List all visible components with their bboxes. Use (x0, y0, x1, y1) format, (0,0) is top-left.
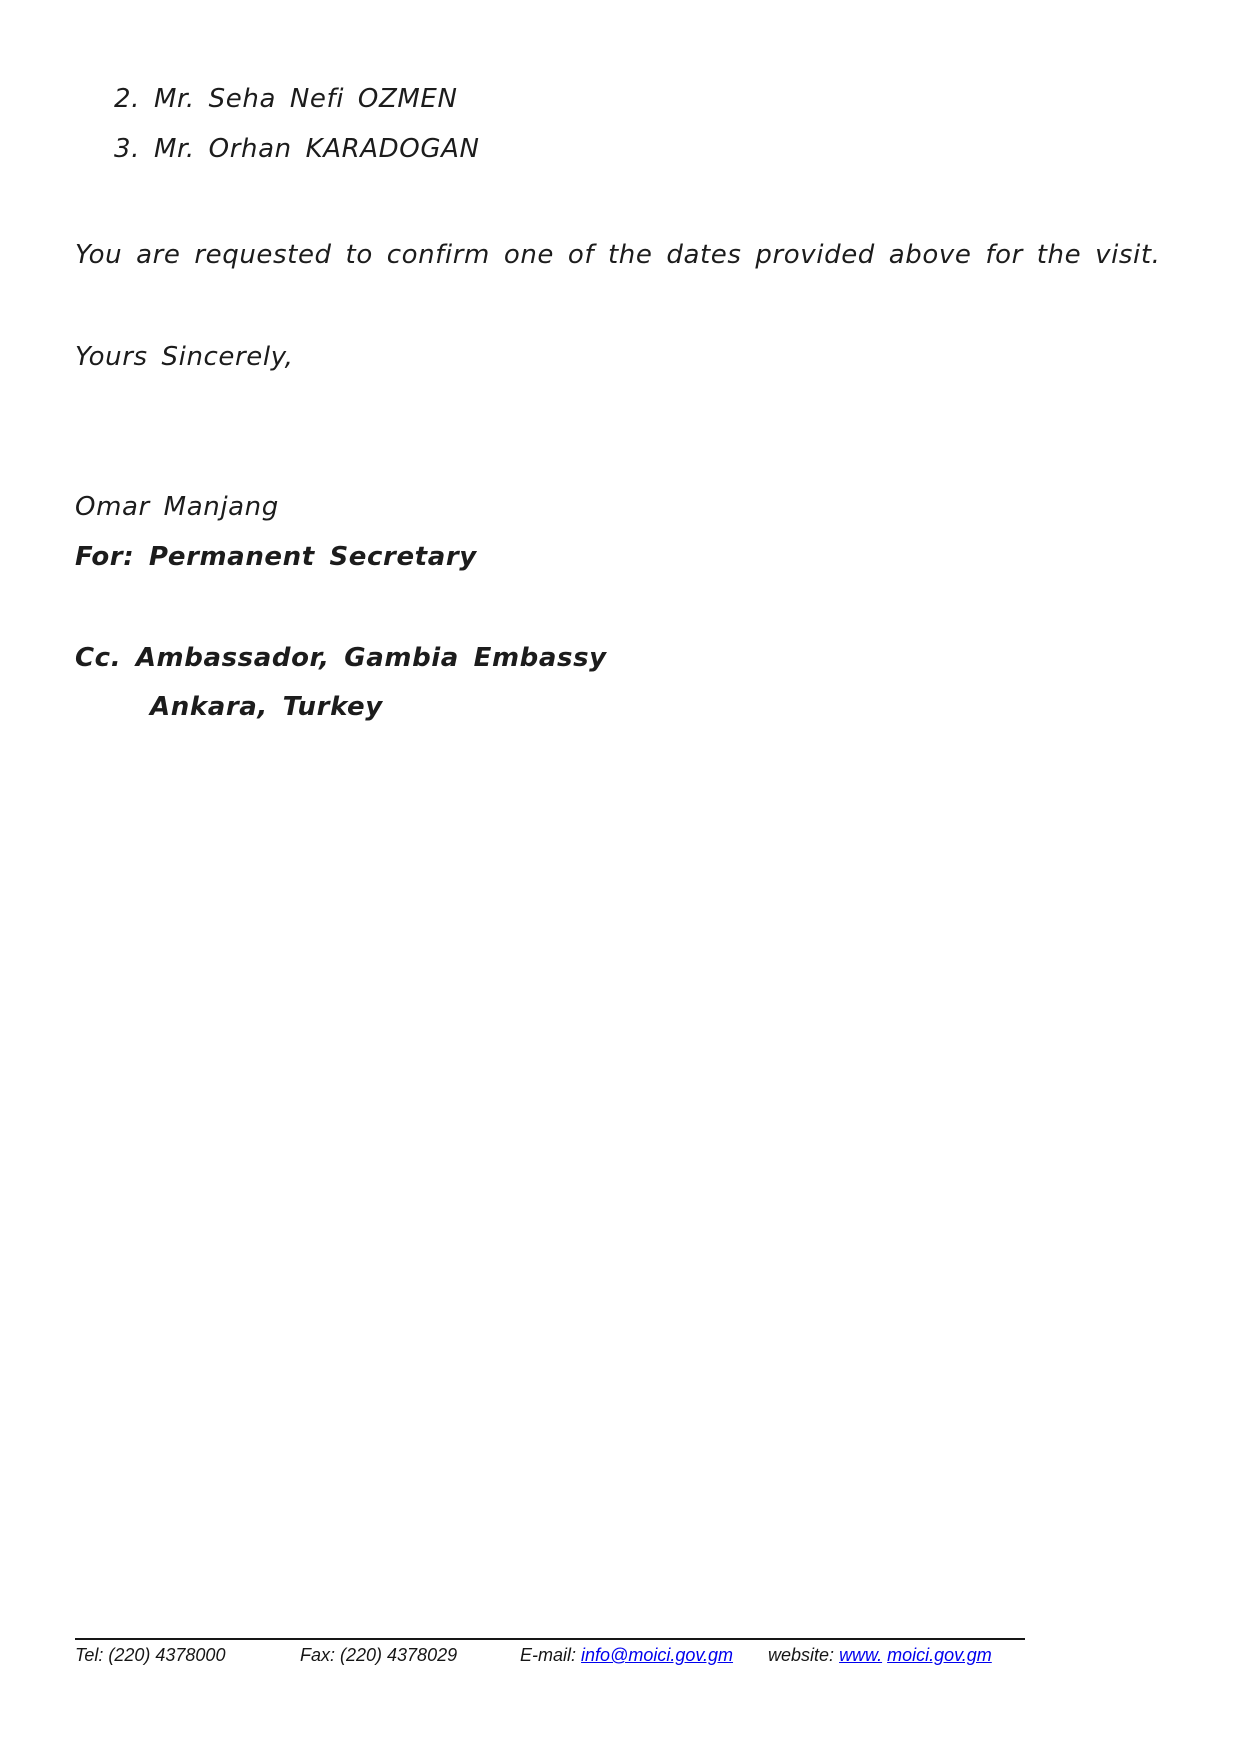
email-label: E-mail: (520, 1645, 577, 1665)
cc-line-1: Cc. Ambassador, Gambia Embassy (75, 643, 607, 673)
signatory-title: For: Permanent Secretary (75, 542, 477, 572)
footer-rule (75, 1638, 1025, 1640)
email-link[interactable]: info@moici.gov.gm (581, 1645, 734, 1665)
request-paragraph: You are requested to confirm one of the dates provided above for the visit. (75, 240, 1161, 270)
list-item-name: Mr. Orhan KARADOGAN (154, 134, 480, 164)
footer-tel: Tel: (220) 4378000 (75, 1645, 226, 1665)
page-footer (75, 1638, 1025, 1671)
list-item-name: Mr. Seha Nefi OZMEN (154, 84, 458, 114)
list-item-number: 2. (114, 84, 141, 114)
list-item (114, 84, 458, 114)
signatory-name: Omar Manjang (75, 492, 279, 522)
website-link-domain[interactable]: moici.gov.gm (887, 1645, 992, 1665)
footer-email (520, 1645, 733, 1666)
footer-fax: Fax: (220) 4378029 (300, 1645, 458, 1665)
website-label: website: (768, 1645, 835, 1665)
footer-website (768, 1645, 992, 1666)
footer-contact-row (75, 1645, 1025, 1671)
list-item (114, 134, 480, 164)
website-link-www[interactable]: www. (839, 1645, 883, 1665)
cc-line-2: Ankara, Turkey (150, 692, 383, 722)
closing-salutation: Yours Sincerely, (75, 342, 294, 372)
list-item-number: 3. (114, 134, 141, 164)
